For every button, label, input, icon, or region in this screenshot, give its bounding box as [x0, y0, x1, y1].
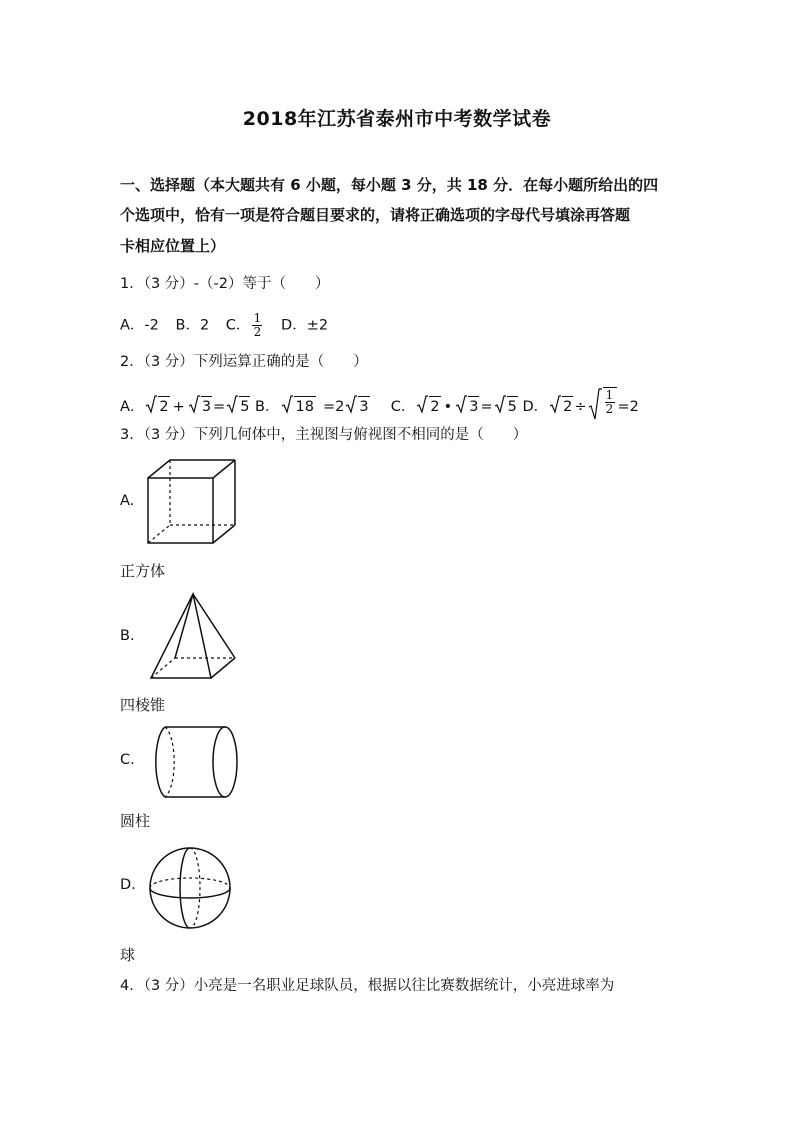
sphere-icon [145, 843, 235, 933]
q1-option-c-fraction: $\frac{1}{2}$ [253, 311, 262, 339]
question-2-stem: 2．（3 分）下列运算正确的是（ ） [120, 354, 368, 370]
q3-option-d-name: 球 [120, 946, 136, 964]
question-1-options [120, 312, 328, 339]
q2-option-a: A． 2 + 3 = 5 [120, 394, 250, 420]
q2-option-d-fraction: $\frac{1}{2}$ [603, 387, 617, 416]
q3-option-d-label: D. [120, 877, 136, 893]
question-1-stem: 1．（3 分）-（-2）等于（ ） [120, 276, 330, 292]
section-heading-line-2: 个选项中，恰有一项是符合题目要求的，请将正确选项的字母代号填涂再答题 [120, 206, 631, 224]
radical-icon [588, 387, 602, 427]
radical-icon [145, 394, 157, 420]
q2-option-c: C． 2 • 3 = 5 [391, 394, 518, 420]
q3-option-c-label: C. [120, 752, 135, 768]
radical-icon [455, 394, 467, 420]
question-3-stem: 3．（3 分）下列几何体中，主视图与俯视图不相同的是（ ） [120, 427, 528, 443]
cube-icon [145, 456, 239, 548]
question-4-stem: 4．（3 分）小亮是一名职业足球队员，根据以往比赛数据统计，小亮进球率为 [120, 978, 615, 994]
radical-icon [416, 394, 428, 420]
pyramid-icon [145, 590, 239, 682]
q3-option-b-label: B. [120, 628, 135, 644]
q2-option-d: D． 2 ÷ $\frac{1}{2}$ =2 [522, 387, 638, 427]
q3-option-b-name: 四棱锥 [120, 696, 166, 714]
cylinder-icon [145, 722, 241, 802]
q1-option-a: A．-2 [120, 317, 159, 334]
radical-icon [188, 394, 200, 420]
radical-icon [345, 394, 357, 420]
radical-icon [226, 394, 238, 420]
q1-option-c: C． [225, 317, 251, 334]
section-heading-line-3: 卡相应位置上） [120, 237, 226, 255]
q3-option-a-name: 正方体 [120, 562, 166, 580]
page-title: 2018年江苏省泰州市中考数学试卷 [242, 108, 552, 130]
q3-option-a-label: A. [120, 493, 135, 509]
section-heading-line-1: 一、选择题（本大题共有 6 小题，每小题 3 分，共 18 分．在每小题所给出的四 [120, 176, 659, 194]
q2-option-b: B． 18 =2 3 [255, 394, 370, 420]
question-2-options [120, 387, 639, 427]
radical-icon [549, 394, 561, 420]
radical-icon [494, 394, 506, 420]
q1-option-d: D．±2 [281, 317, 329, 334]
radical-icon [281, 394, 293, 420]
q3-option-c-name: 圆柱 [120, 812, 151, 830]
q1-option-b: B．2 [175, 317, 210, 334]
